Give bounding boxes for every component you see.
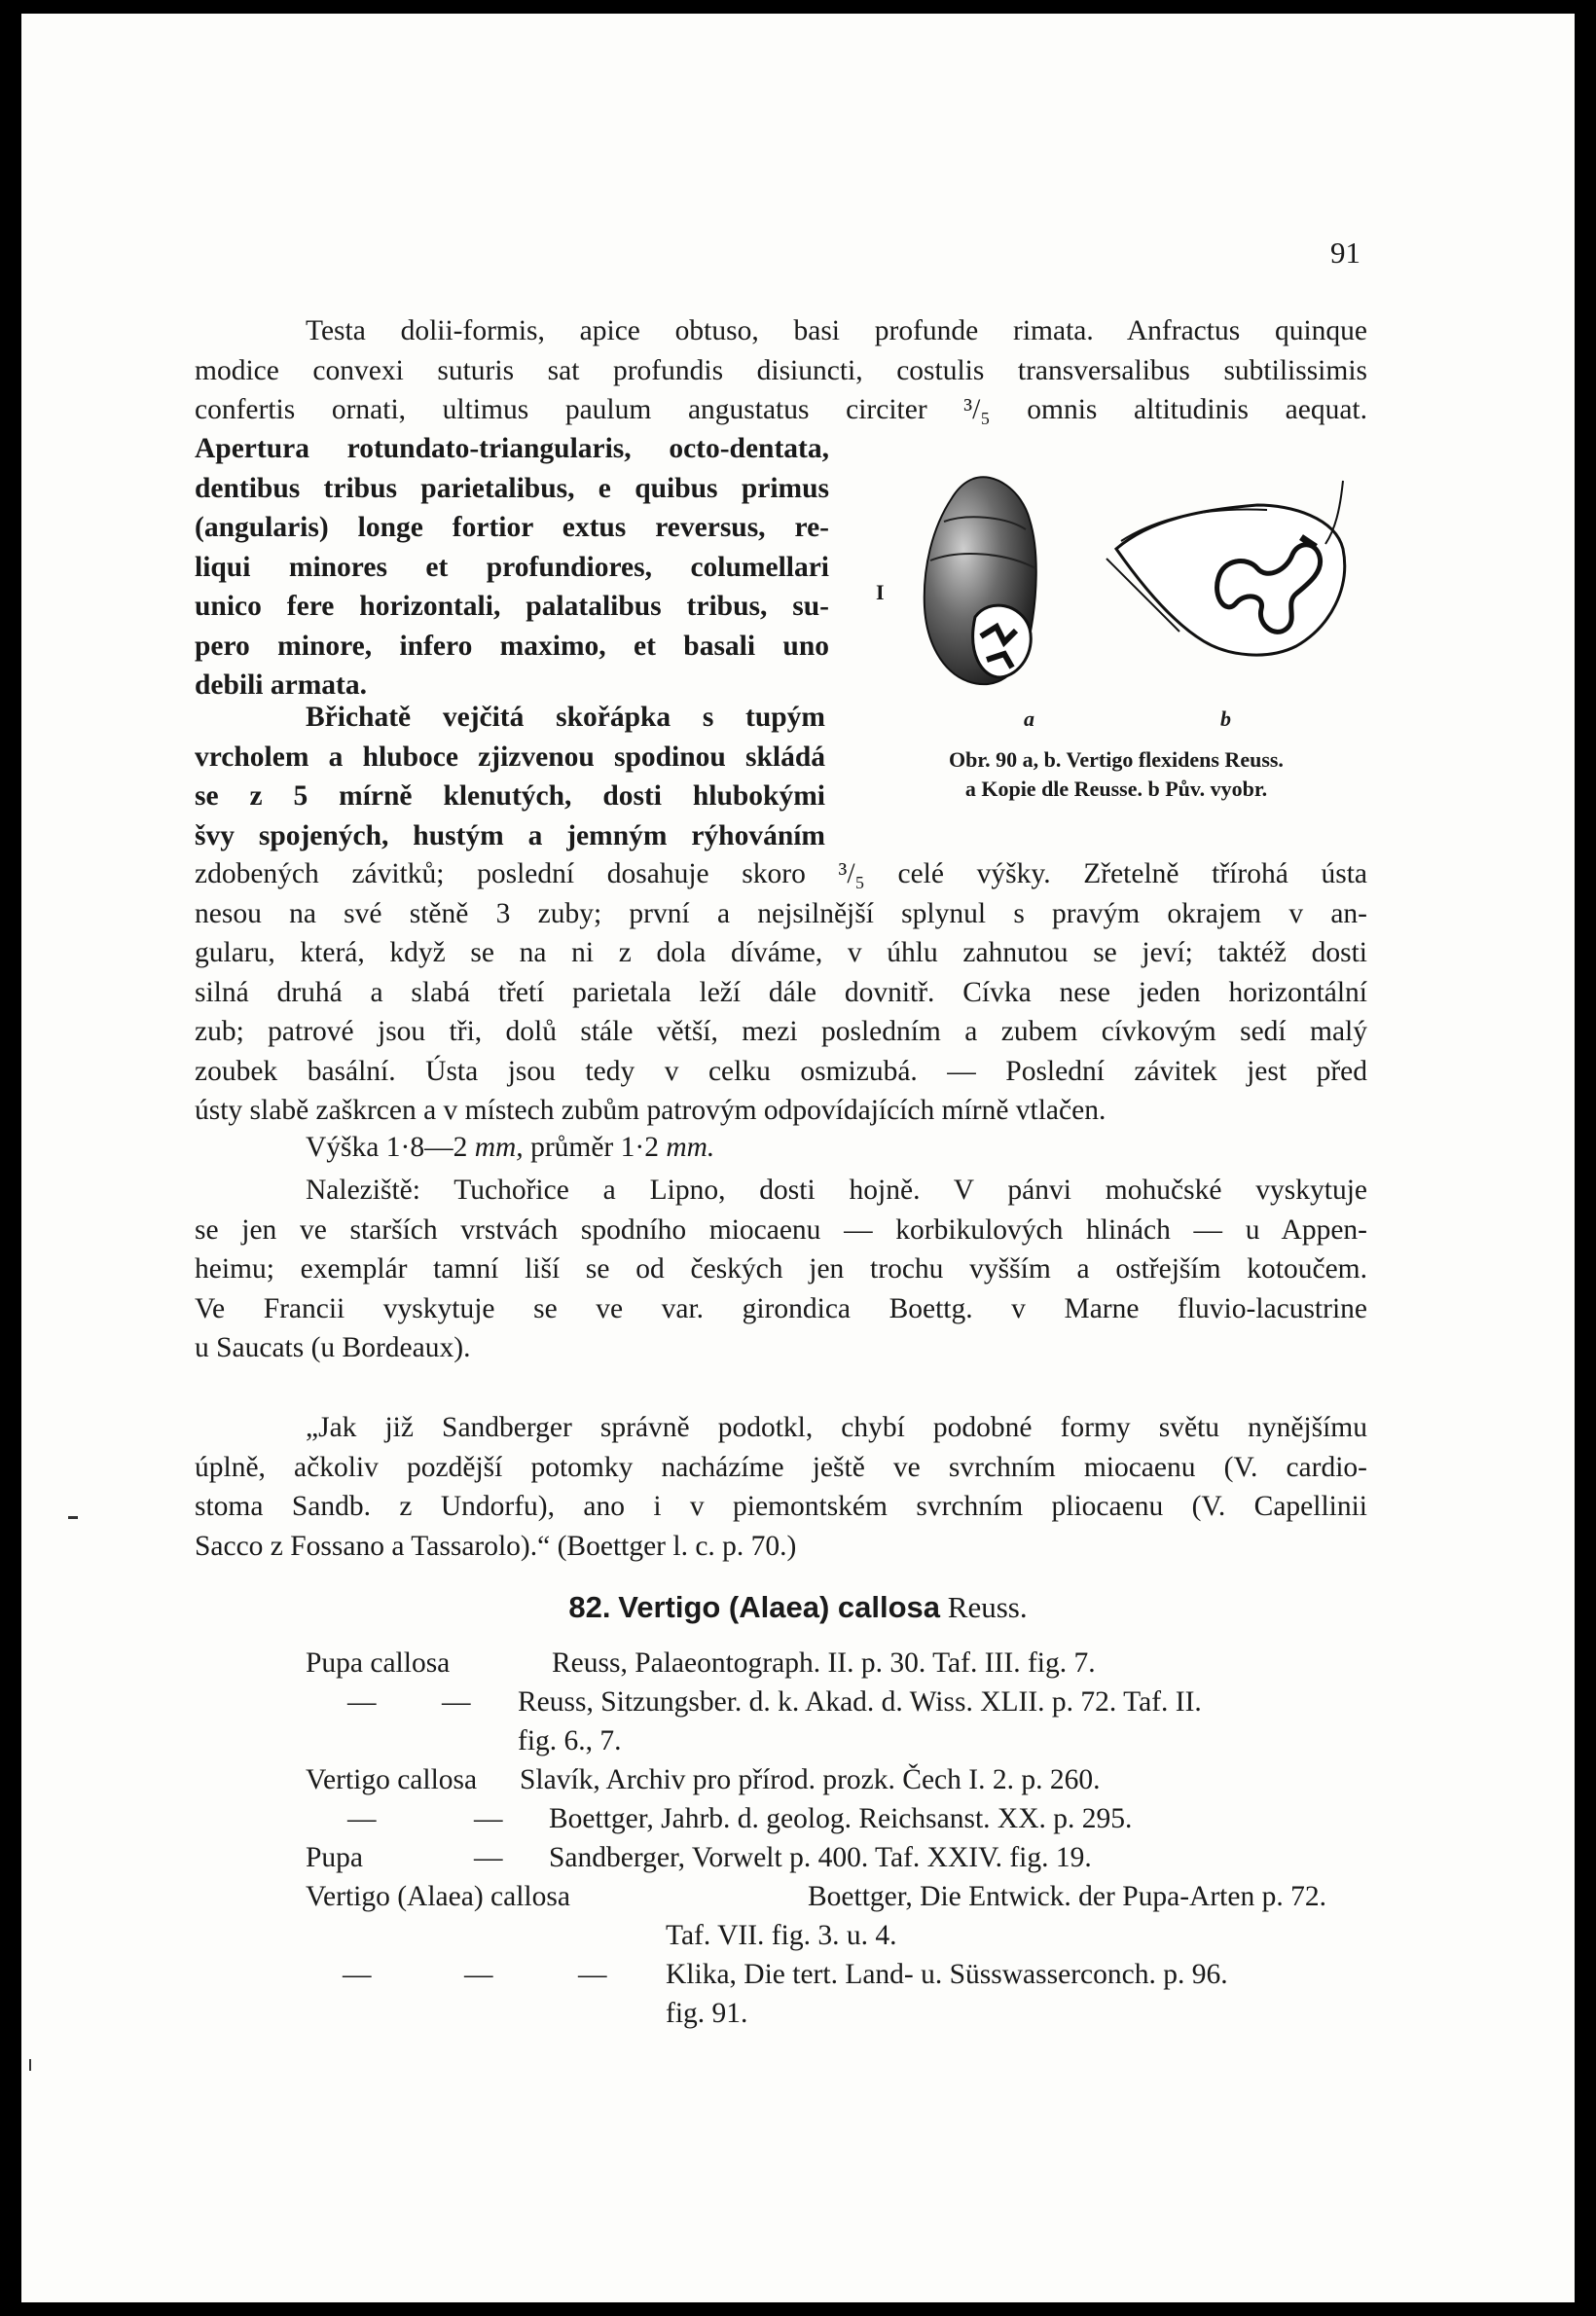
text-line: zub; patrové jsou tři, dolů stále větší, mezi posledním a zubem cívkovým sedí malý	[195, 1016, 1367, 1047]
margin-mark	[68, 1516, 78, 1519]
text-line: Sacco z Fossano a Tassarolo).“ (Boettger l. c. p. 70.)	[195, 1530, 797, 1562]
text-line: „Jak již Sandberger správně podotkl, chybí podobné formy světu nynějšímu	[306, 1412, 1367, 1443]
text-line: Testa dolii-formis, apice obtuso, basi profunde rimata. Anfractus quinque	[306, 315, 1367, 346]
synonym-reference: Slavík, Archiv pro přírod. prozk. Čech I. 2. p. 260.	[520, 1764, 1101, 1795]
aperture-b-drawing	[1106, 481, 1345, 655]
measurement-middle: průměr 1·2	[523, 1132, 667, 1163]
figure-label-b: b	[1220, 706, 1231, 731]
text-line: confertis ornati, ultimus paulum angustatus circiter ³/₅ omnis altitudinis aequat.	[195, 394, 1367, 425]
text-line: se jen ve starších vrstvách spodního miocaenu — korbikulových hlinách — u Appen-	[195, 1213, 1367, 1246]
ditto-mark: —	[343, 1959, 372, 1990]
text-line: unico fere horizontali, palatalibus tribus, su-	[195, 591, 829, 622]
figure-roman-numeral: I	[876, 580, 885, 604]
text-line: silná druhá a slabá třetí parietala leží dále dovnitř. Cívka nese jeden horizontální	[195, 976, 1367, 1008]
text-line: debili armata.	[195, 669, 367, 701]
synonym-name: Vertigo callosa	[306, 1764, 478, 1795]
czech-description-narrow	[195, 698, 825, 855]
text-line: zdobených závitků; poslední dosahuje skoro ³/₅ celé výšky. Zřetelně třírohá ústa	[195, 858, 1367, 889]
synonym-reference: Boettger, Die Entwick. der Pupa-Arten p. 72.	[808, 1881, 1326, 1912]
ditto-mark: —	[442, 1686, 471, 1718]
text-line: Apertura rotundato-triangularis, octo-dentata,	[195, 433, 829, 464]
text-line: stoma Sandb. z Undorfu), ano i v piemontském svrchním pliocaenu (V. Capellinii	[195, 1491, 1367, 1522]
text-line: nesou na své stěně 3 zuby; první a nejsilnější splynul s pravým okrajem v an-	[195, 897, 1367, 929]
synonym-name: Pupa	[306, 1842, 363, 1873]
synonym-reference: Klika, Die tert. Land- u. Süsswasserconch. p. 96.	[666, 1959, 1228, 1990]
synonym-reference: Boettger, Jahrb. d. geolog. Reichsanst. XX. p. 295.	[549, 1803, 1133, 1834]
ditto-mark: —	[474, 1803, 503, 1834]
text-line: liqui minores et profundiores, columellari	[195, 551, 829, 583]
text-line: gularu, která, když se na ni z dola díváme, v úhlu zahnutou se jeví; taktéž dosti	[195, 937, 1367, 968]
margin-mark	[29, 2059, 31, 2071]
text-line: úplně, ačkoliv pozdější potomky nacházíme ještě ve svrchním miocaenu (V. cardio-	[195, 1451, 1367, 1483]
latin-description-narrow	[195, 429, 829, 706]
section-title: Vertigo (Alaea) callosa	[618, 1590, 941, 1624]
text-line: vrcholem a hluboce zjizvenou spodinou skládá	[195, 741, 825, 773]
synonym-reference: fig. 91.	[666, 1998, 748, 2029]
ditto-mark: —	[474, 1842, 503, 1873]
text-line: švy spojených, hustým a jemným rýhováním	[195, 819, 825, 851]
locality-paragraph	[195, 1171, 1367, 1368]
synonym-reference: Sandberger, Vorwelt p. 400. Taf. XXIV. fig. 19.	[549, 1842, 1092, 1873]
synonym-reference: Reuss, Sitzungsber. d. k. Akad. d. Wiss. XLII. p. 72. Taf. II.	[518, 1686, 1202, 1718]
latin-description-full	[195, 311, 1367, 430]
measurement-unit: mm,	[474, 1132, 524, 1163]
synonym-name: Pupa callosa	[306, 1647, 451, 1679]
figure-caption	[868, 745, 1364, 804]
ditto-mark: —	[347, 1803, 377, 1834]
text-line: dentibus tribus parietalibus, e quibus primus	[195, 472, 829, 504]
text-line: zoubek basální. Ústa jsou tedy v celku osmizubá. — Poslední závitek jest před	[195, 1055, 1367, 1087]
text-line: Břichatě vejčitá skořápka s tupým	[306, 702, 825, 733]
ditto-mark: —	[464, 1959, 493, 1990]
shell-illustration	[858, 452, 1374, 734]
section-author: Reuss.	[947, 1590, 1028, 1624]
synonym-name: Vertigo (Alaea) callosa	[306, 1881, 570, 1912]
shell-a-drawing	[925, 477, 1036, 684]
text-line: Naleziště: Tuchořice a Lipno, dosti hojně. V pánvi mohučské vyskytuje	[306, 1175, 1367, 1206]
quote-paragraph	[195, 1408, 1367, 1566]
measurement-prefix: Výška 1·8—2	[306, 1132, 475, 1163]
synonym-reference: Reuss, Palaeontograph. II. p. 30. Taf. III. fig. 7.	[552, 1647, 1096, 1679]
text-line: modice convexi suturis sat profundis disiuncti, costulis transversalibus subtilissimis	[195, 354, 1367, 386]
section-heading	[21, 1590, 1575, 1625]
figure-90	[858, 452, 1374, 734]
text-line: Ve Francii vyskytuje se ve var. girondica Boettg. v Marne fluvio-lacustrine	[195, 1292, 1367, 1324]
text-line: (angularis) longe fortior extus reversus, re-	[195, 512, 829, 543]
czech-description-full	[195, 854, 1367, 1131]
measurement-unit: mm.	[666, 1132, 715, 1163]
caption-line: Obr. 90 a, b. Vertigo flexidens Reuss.	[949, 747, 1284, 772]
text-line: pero minore, infero maximo, et basali uno	[195, 630, 829, 662]
caption-line: a Kopie dle Reusse. b Pův. vyobr.	[964, 777, 1268, 801]
ditto-mark: —	[347, 1686, 377, 1718]
text-line: ústy slabě zaškrcen a v místech zubům patrovým odpovídajících mírně vtlačen.	[195, 1095, 1106, 1126]
measurement-line	[306, 1132, 714, 1164]
section-number: 82.	[568, 1590, 611, 1624]
text-line: heimu; exemplár tamní liší se od českých jen trochu vyšším a ostřejším kotoučem.	[195, 1253, 1367, 1285]
page-number: 91	[1330, 235, 1360, 270]
figure-label-a: a	[1024, 706, 1034, 731]
page	[21, 14, 1575, 2302]
synonym-reference: fig. 6., 7.	[518, 1725, 622, 1756]
text-line: u Saucats (u Bordeaux).	[195, 1332, 471, 1363]
synonym-reference: Taf. VII. fig. 3. u. 4.	[666, 1920, 897, 1951]
ditto-mark: —	[578, 1959, 607, 1990]
text-line: se z 5 mírně klenutých, dosti hlubokými	[195, 780, 825, 812]
